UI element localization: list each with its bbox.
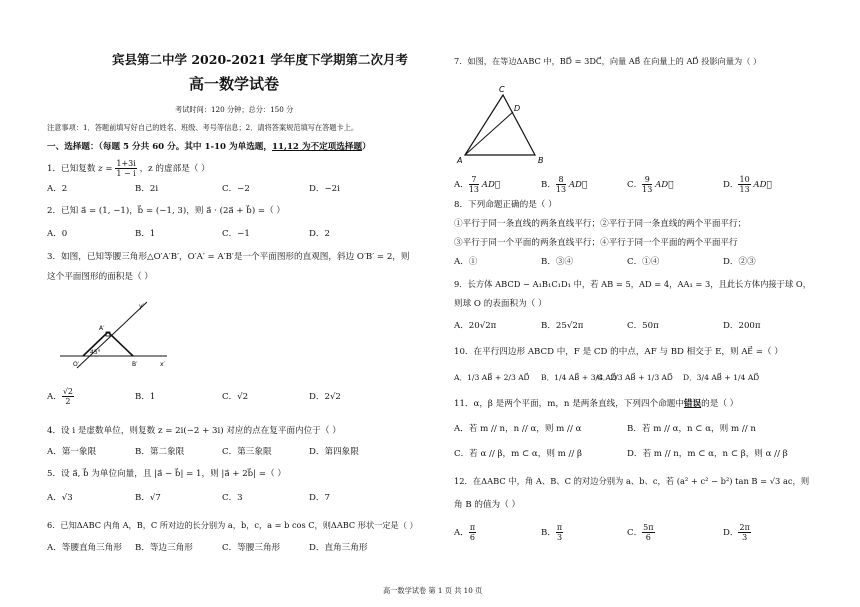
- q7-opt-a-vec: AD⃗: [481, 180, 500, 190]
- section-label: 一、选择题：: [47, 142, 99, 152]
- q1-opt-d: D．−2i: [309, 184, 340, 194]
- q12-opt-a-den: 6: [469, 533, 475, 542]
- q7-opt-d-den: 13: [739, 185, 750, 194]
- q11-stem-a: 11．α，β 是两个平面，m，n 是两条直线，下列四个命题中: [454, 399, 684, 409]
- q7-opt-c-num: 9: [642, 175, 652, 185]
- q1-den: 1 − i: [116, 169, 136, 178]
- q7-opt-d-prefix: D．: [723, 180, 739, 190]
- q1-stem-b: ，z 的虚部是（ ）: [139, 164, 210, 174]
- q7-opt-b-prefix: B．: [541, 180, 556, 190]
- q7-opt-b-den: 13: [555, 185, 567, 194]
- q4-opt-a: A．第一象限: [47, 447, 97, 457]
- q10-opt-a: A．1/3 AB⃗ + 2/3 AD⃗: [454, 373, 530, 382]
- q3-stem-1: 3．如图，已知等腰三角形△O′A′B′，O′A′ = A′B′是一个平面图形的直观图，斜边 O′B′ = 2，则: [47, 252, 410, 262]
- q7-opt-c-vec: AD⃗: [655, 180, 674, 190]
- q1-opt-c: C．−2: [222, 184, 250, 194]
- q9-stem-2: 则球 O 的表面积为（ ）: [454, 299, 547, 309]
- q11-opt-b: B．若 m // α，n ⊂ α，则 m // n: [627, 424, 756, 434]
- q12-opt-a-prefix: A．: [454, 528, 469, 538]
- q12-opt-c-frac: [642, 523, 654, 542]
- q12-stem-1: 12．在ΔABC 中，角 A、B、C 的对边分别为 a、b、c，若 (a² + c² − b²) tan B = √3 ac，则: [454, 476, 810, 486]
- q11-opt-a: A．若 m // n，n // α，则 m // α: [454, 424, 582, 434]
- q5-opt-a: A．√3: [47, 493, 73, 503]
- segment-ad: [465, 112, 513, 155]
- q2-opt-d: D．2: [309, 229, 330, 239]
- label-y: y′: [139, 303, 144, 310]
- q7-opt-d-frac: [738, 175, 750, 194]
- q7-opt-d-num: 10: [739, 175, 750, 184]
- q12-opt-c-prefix: C．: [627, 528, 643, 538]
- q10-opt-b: B．1/4 AB⃗ + 3/4 AD⃗: [541, 373, 617, 382]
- q12-opt-d-num: 2π: [739, 523, 750, 532]
- q7-opt-c: [627, 174, 673, 196]
- q2-opt-c: C．−1: [222, 229, 250, 239]
- q7-opt-d: [723, 174, 772, 196]
- q7-opt-b-vec: AD⃗: [568, 180, 588, 190]
- q12-opt-d: [723, 522, 751, 544]
- q1-stem: [47, 158, 210, 180]
- q1-opt-b: B．2i: [135, 184, 159, 194]
- q12-opt-b-prefix: B．: [541, 528, 556, 538]
- q7-opt-a-prefix: A．: [454, 180, 469, 190]
- q12-opt-d-prefix: D．: [723, 528, 739, 538]
- q12-opt-c-den: 6: [645, 533, 651, 542]
- label-b: B: [538, 156, 544, 165]
- label-a: A′: [99, 325, 105, 332]
- q7-opt-b-frac: [556, 175, 566, 194]
- q9-opt-a: A．20√2π: [454, 321, 497, 331]
- q12-opt-a-num: π: [469, 523, 476, 532]
- q11-opt-d: D．若 m // n，m ⊂ α，n ⊂ β，则 α // β: [627, 449, 788, 459]
- q2-opt-a: A．0: [47, 229, 68, 239]
- q12-opt-c-num: 5π: [643, 523, 654, 532]
- label-a: A: [457, 156, 463, 165]
- q7-opt-c-frac: [642, 175, 652, 194]
- q7-opt-c-prefix: C．: [627, 180, 643, 190]
- q12-opt-d-frac: [738, 523, 750, 542]
- label-x: x′: [160, 361, 165, 368]
- q7-opt-c-den: 13: [642, 185, 653, 194]
- q3-opt-a-frac: [62, 387, 74, 406]
- q12-opt-b: [541, 522, 563, 544]
- q8-opt-b: B．③④: [541, 257, 574, 267]
- q7-figure: [455, 80, 555, 165]
- q7-opt-b-num: 8: [556, 175, 566, 185]
- exam-title: 高一数学试卷: [189, 75, 280, 93]
- q7-opt-a: [454, 174, 500, 196]
- q5-opt-d: D．7: [309, 493, 330, 503]
- q3-opt-a-prefix: A．: [47, 392, 62, 402]
- q12-stem-2: 角 B 的值为（ ）: [454, 500, 521, 510]
- q11-stem: [454, 399, 738, 410]
- q8-opt-d: D．②③: [723, 257, 756, 267]
- q8-stem: 8．下列命题正确的是（ ）: [454, 200, 557, 210]
- label-o: O′: [73, 361, 80, 368]
- q9-opt-b: B．25√2π: [541, 321, 584, 331]
- page-footer: 高一数学试卷 第 1 页 共 10 页: [383, 586, 483, 595]
- q6-opt-b: B．等边三角形: [135, 543, 193, 553]
- q2-opt-b: B．1: [135, 229, 156, 239]
- q4-opt-b: B．第二象限: [135, 447, 185, 457]
- label-c: C: [499, 85, 505, 94]
- q5-opt-c: C．3: [222, 493, 243, 503]
- q12-opt-d-den: 3: [742, 533, 748, 542]
- q11-stem-c: 的是（ ）: [701, 399, 739, 409]
- q6-opt-a: A．等腰直角三角形: [47, 543, 122, 553]
- q7-opt-a-den: 13: [468, 185, 479, 194]
- q6-opt-d: D．直角三角形: [309, 543, 368, 553]
- q7-opt-d-vec: AD⃗: [753, 180, 772, 190]
- notice: 注意事项：1．答题前填写好自己的姓名、班级、考号等信息；2．请将答案规范填写在答题卡上。: [47, 123, 359, 132]
- q6-stem: 6．已知ΔABC 内角 A，B，C 所对边的长分别为 a，b，c，a = b cos C，则ΔABC 形状一定是（ ）: [47, 520, 418, 530]
- label-d: D: [514, 104, 521, 113]
- q1-opt-a: A．2: [47, 184, 68, 194]
- q1-fraction: [115, 159, 136, 178]
- q9-stem-1: 9．长方体 ABCD − A₁B₁C₁D₁ 中，若 AB = 5，AD = 4，AA₁ = 3，且此长方体内接于球 O，: [454, 279, 811, 289]
- q12-opt-b-num: π: [556, 523, 563, 532]
- school-title: 宾县第二中学 2020-2021 学年度下学期第二次月考: [112, 52, 408, 67]
- q3-figure: [55, 296, 175, 376]
- q5-opt-b: B．√7: [135, 493, 161, 503]
- q11-stem-emph: 错误: [683, 399, 702, 409]
- q4-opt-c: C．第三象限: [222, 447, 272, 457]
- q8-line-1: ①平行于同一条直线的两条直线平行；②平行于同一条直线的两个平面平行；: [454, 219, 747, 229]
- q7-opt-a-frac: [469, 175, 479, 194]
- q3-stem-2: 这个平面图形的面积是（ ）: [47, 272, 153, 282]
- q8-opt-c: C．①④: [627, 257, 660, 267]
- q3-opt-a-den: 2: [65, 397, 71, 406]
- q3-opt-a: [47, 386, 74, 408]
- q1-z: z =: [98, 164, 113, 174]
- q6-opt-c: C．等腰三角形: [222, 543, 281, 553]
- q3-opt-d: D．2√2: [309, 392, 341, 402]
- q11-opt-c: C．若 α // β，m ⊂ α，则 m // β: [454, 449, 583, 459]
- label-b: B′: [132, 361, 138, 368]
- q3-opt-c: C．√2: [222, 392, 249, 402]
- q4-opt-d: D．第四象限: [309, 447, 359, 457]
- q4-stem: 4．设 i 是虚数单位，则复数 z = 2i(−2 + 3i) 对应的点在复平面内位于（ ）: [47, 426, 341, 436]
- q10-opt-c: C．2/3 AB⃗ + 1/3 AD⃗: [597, 373, 673, 382]
- section-desc: （每题 5 分共 60 分。其中 1-10 为单选题，: [98, 142, 272, 152]
- q7-stem: 7．如图，在等边ΔABC 中，BD⃗ = 3DC⃗，向量 AB⃗ 在向量上的 AD⃗ 投影向量为（ ）: [454, 56, 762, 66]
- q12-opt-c: [627, 522, 655, 544]
- q12-opt-b-den: 3: [557, 533, 563, 542]
- q1-stem-a: 1．已知复数: [47, 164, 96, 174]
- q9-opt-c: C．50π: [627, 321, 659, 331]
- q12-opt-a: [454, 522, 476, 544]
- q8-opt-a: A．①: [454, 257, 478, 267]
- q3-opt-b: B．1: [135, 392, 156, 402]
- q8-line-2: ③平行于同一个平面的两条直线平行；④平行于同一个平面的两个平面平行: [454, 238, 738, 248]
- q12-opt-b-frac: [556, 523, 563, 542]
- q9-opt-d: D．200π: [723, 321, 761, 331]
- q5-stem: 5．设 a⃗, b⃗ 为单位向量，且 |a⃗ − b⃗| = 1，则 |a⃗ + 2b⃗| =（ ）: [47, 469, 286, 479]
- q10-opt-d: D．3/4 AB⃗ + 1/4 AD⃗: [683, 373, 760, 382]
- side-a-b: [108, 332, 133, 356]
- label-angle: 45°: [90, 349, 101, 356]
- section-desc-end: ）: [362, 142, 371, 152]
- q1-num: 1+3i: [116, 159, 136, 168]
- q2-stem: 2．已知 a⃗ = (1, −1)，b⃗ = (−1, 3)，则 a⃗ · (2a⃗ + b⃗) =（ ）: [47, 206, 286, 216]
- q10-stem: 10．在平行四边形 ABCD 中，F 是 CD 的中点，AF 与 BD 相交于 E，则 AE⃗ =（ ）: [454, 347, 783, 357]
- q7-opt-a-num: 7: [469, 175, 479, 185]
- q12-opt-a-frac: [469, 523, 476, 542]
- exam-info: 考试时间：120 分钟；总分：150 分: [175, 105, 294, 114]
- q7-opt-b: [541, 174, 587, 196]
- section-desc-underlined: 11,12 为不定项选择题: [272, 142, 363, 152]
- section-heading: [47, 142, 371, 153]
- q3-opt-a-num: √2: [62, 387, 73, 396]
